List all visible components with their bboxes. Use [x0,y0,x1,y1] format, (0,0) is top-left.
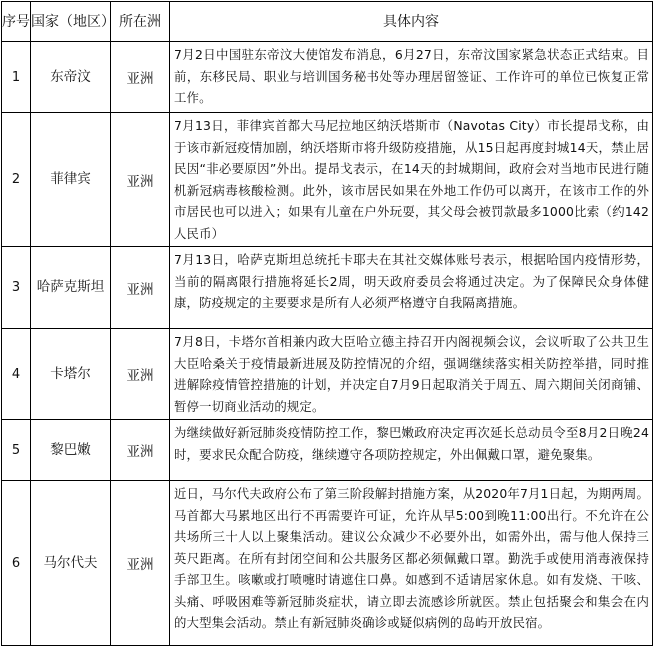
row-index: 5 [2,420,31,481]
row-country: 东帝汶 [31,42,111,113]
row-detail: 7月2日中国驻东帝汶大使馆发布消息，6月27日，东帝汶国家紧急状态正式结束。目前，东移民局、职业与培训国务秘书处等办理居留签证、工作许可的单位已恢复正常工作。 [170,42,653,113]
row-index: 2 [2,113,31,247]
header-detail: 具体内容 [170,2,653,42]
row-detail: 为继续做好新冠肺炎疫情防控工作，黎巴嫩政府决定再次延长总动员令至8月2日晚24时，要求民众配合防疫，继续遵守各项防控规定，外出佩戴口罩，避免聚集。 [170,420,653,481]
row-index: 3 [2,247,31,329]
row-index: 1 [2,42,31,113]
table-row [2,481,653,646]
row-detail: 7月13日，哈萨克斯坦总统托卡耶夫在其社交媒体账号表示，根据哈国内疫情形势，当前的隔离限行措施将延长2周，明天政府委员会将通过决定。为了保障民众身体健康，防疫规定的主要要求是所有人必须严格遵守自我隔离措施。 [170,247,653,329]
row-index: 6 [2,481,31,646]
row-index: 4 [2,329,31,420]
row-detail: 7月13日，菲律宾首都大马尼拉地区纳沃塔斯市（Navotas City）市长提昂戈称，由于该市新冠疫情加剧，纳沃塔斯市将升级防疫措施，从15日起再度封城14天，禁止居民因“非必要原因”外出。提昂戈表示，在14天的封城期间，政府会对当地市民进行随机新冠病毒核酸检测。此外，该市居民如果在外地工作仍可以离开，在该市工作的外市居民也可以进入；如果有儿童在户外玩耍，其父母会被罚款最多1000比索（约142人民币） [170,113,653,247]
table-row [2,247,653,329]
row-country: 黎巴嫩 [31,420,111,481]
row-continent: 亚洲 [111,113,170,247]
table-row [2,42,653,113]
row-continent: 亚洲 [111,42,170,113]
header-continent: 所在洲 [111,2,170,42]
country-measures-table [1,1,653,646]
row-continent: 亚洲 [111,247,170,329]
table-row [2,329,653,420]
table-row [2,420,653,481]
table-header-row [2,2,653,42]
row-country: 马尔代夫 [31,481,111,646]
header-index: 序号 [2,2,31,42]
row-continent: 亚洲 [111,481,170,646]
row-continent: 亚洲 [111,329,170,420]
row-detail: 近日，马尔代夫政府公布了第三阶段解封措施方案，从2020年7月1日起，为期两周。马首都大马累地区出行不再需要许可证，允许从早5:00到晚11:00出行。不允许在公共场所三十人以上聚集活动。建议公众减少不必要外出，如需外出，需与他人保持三英尺距离。在所有封闭空间和公共服务区都必须佩戴口罩。勤洗手或使用消毒液保持手部卫生。咳嗽或打喷嚏时请遮住口鼻。如感到不适请居家休息。如有发烧、干咳、头痛、呼吸困难等新冠肺炎症状，请立即去流感诊所就医。禁止包括聚会和集会在内的大型集会活动。禁止有新冠肺炎确诊或疑似病例的岛屿开放民宿。 [170,481,653,646]
header-country: 国家（地区） [31,2,111,42]
table-row [2,113,653,247]
row-country: 菲律宾 [31,113,111,247]
row-detail: 7月8日，卡塔尔首相兼内政大臣哈立德主持召开内阁视频会议，会议听取了公共卫生大臣哈桑关于疫情最新进展及防控情况的介绍，强调继续落实相关防控举措，同时推进解除疫情管控措施的计划，并决定自7月9日起取消关于周五、周六期间关闭商铺、暂停一切商业活动的规定。 [170,329,653,420]
row-continent: 亚洲 [111,420,170,481]
row-country: 卡塔尔 [31,329,111,420]
row-country: 哈萨克斯坦 [31,247,111,329]
